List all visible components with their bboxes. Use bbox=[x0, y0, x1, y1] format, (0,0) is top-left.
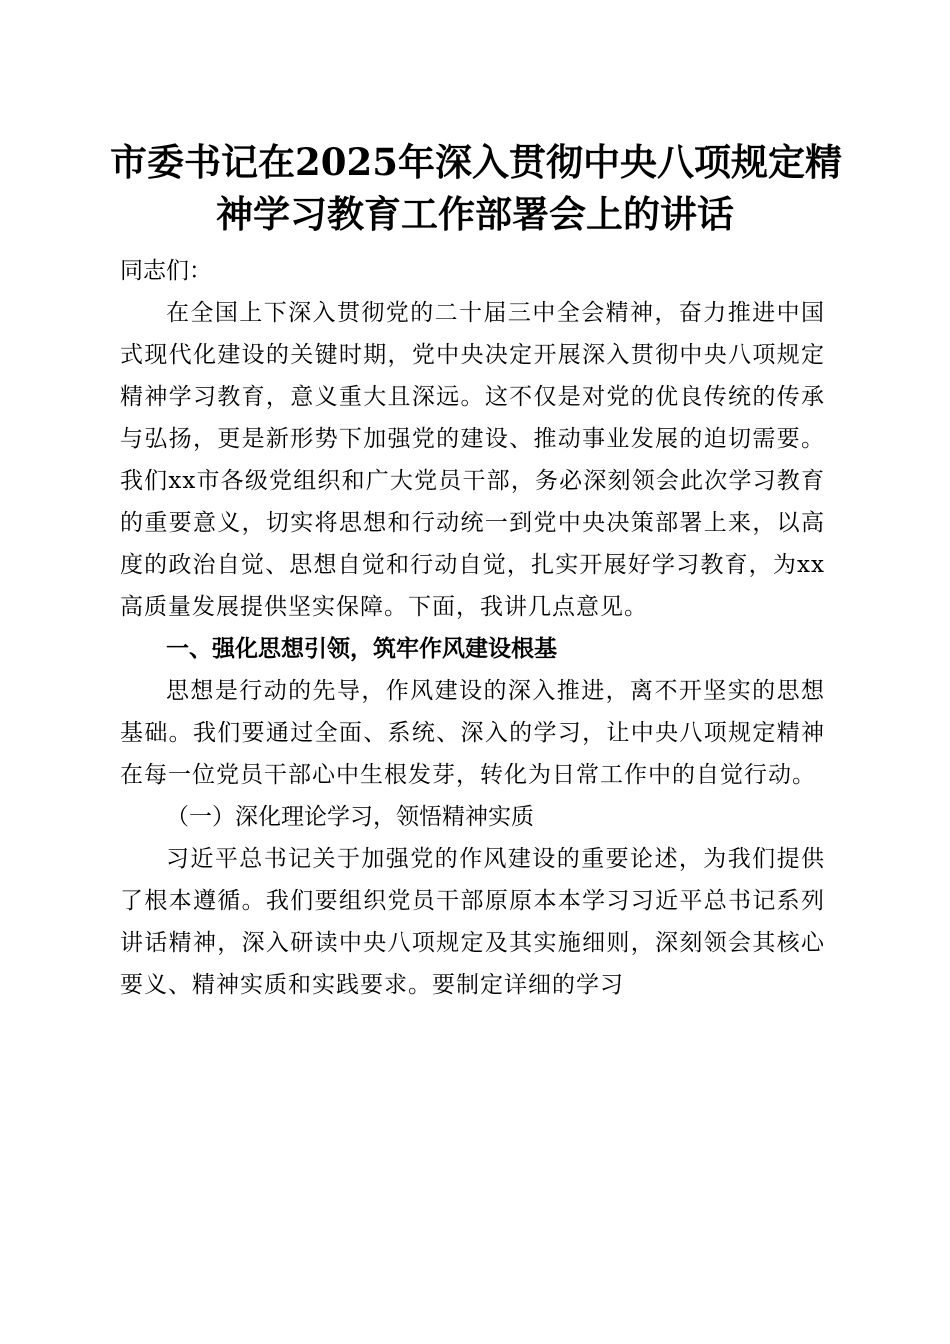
document-body bbox=[120, 250, 825, 1006]
subsection-1-heading: （一）深化理论学习，领悟精神实质 bbox=[166, 804, 534, 830]
section-1-paragraph: 思想是行动的先导，作风建设的深入推进，离不开坚实的思想基础。我们要通过全面、系统、深入的学习，让中央八项规定精神在每一位党员干部心中生根发芽，转化为日常工作中的自觉行动。 bbox=[120, 678, 825, 788]
title-line-1: 市委书记在2025年深入贯彻中央八项规定精 bbox=[110, 140, 842, 184]
intro-paragraph: 在全国上下深入贯彻党的二十届三中全会精神，奋力推进中国式现代化建设的关键时期，党中央决定开展深入贯彻中央八项规定精神学习教育，意义重大且深远。这不仅是对党的优良传统的传承与弘扬，更是新形势下加强党的建设、推动事业发展的迫切需要。我们xx市各级党组织和广大党员干部，务必深刻领会此次学习教育的重要意义，切实将思想和行动统一到党中央决策部署上来，以高度的政治自觉、思想自觉和行动自觉，扎实开展好学习教育，为xx高质量发展提供坚实保障。下面，我讲几点意见。 bbox=[120, 300, 825, 620]
subsection-1-paragraph: 习近平总书记关于加强党的作风建设的重要论述，为我们提供了根本遵循。我们要组织党员干部原原本本学习习近平总书记系列讲话精神，深入研读中央八项规定及其实施细则，深刻领会其核心要义、精神实质和实践要求。要制定详细的学习 bbox=[120, 846, 825, 998]
salutation: 同志们： bbox=[120, 258, 212, 284]
document-title bbox=[110, 136, 840, 240]
section-1-heading: 一、强化思想引领，筑牢作风建设根基 bbox=[166, 636, 557, 662]
title-line-2: 神学习教育工作部署会上的讲话 bbox=[216, 192, 734, 236]
